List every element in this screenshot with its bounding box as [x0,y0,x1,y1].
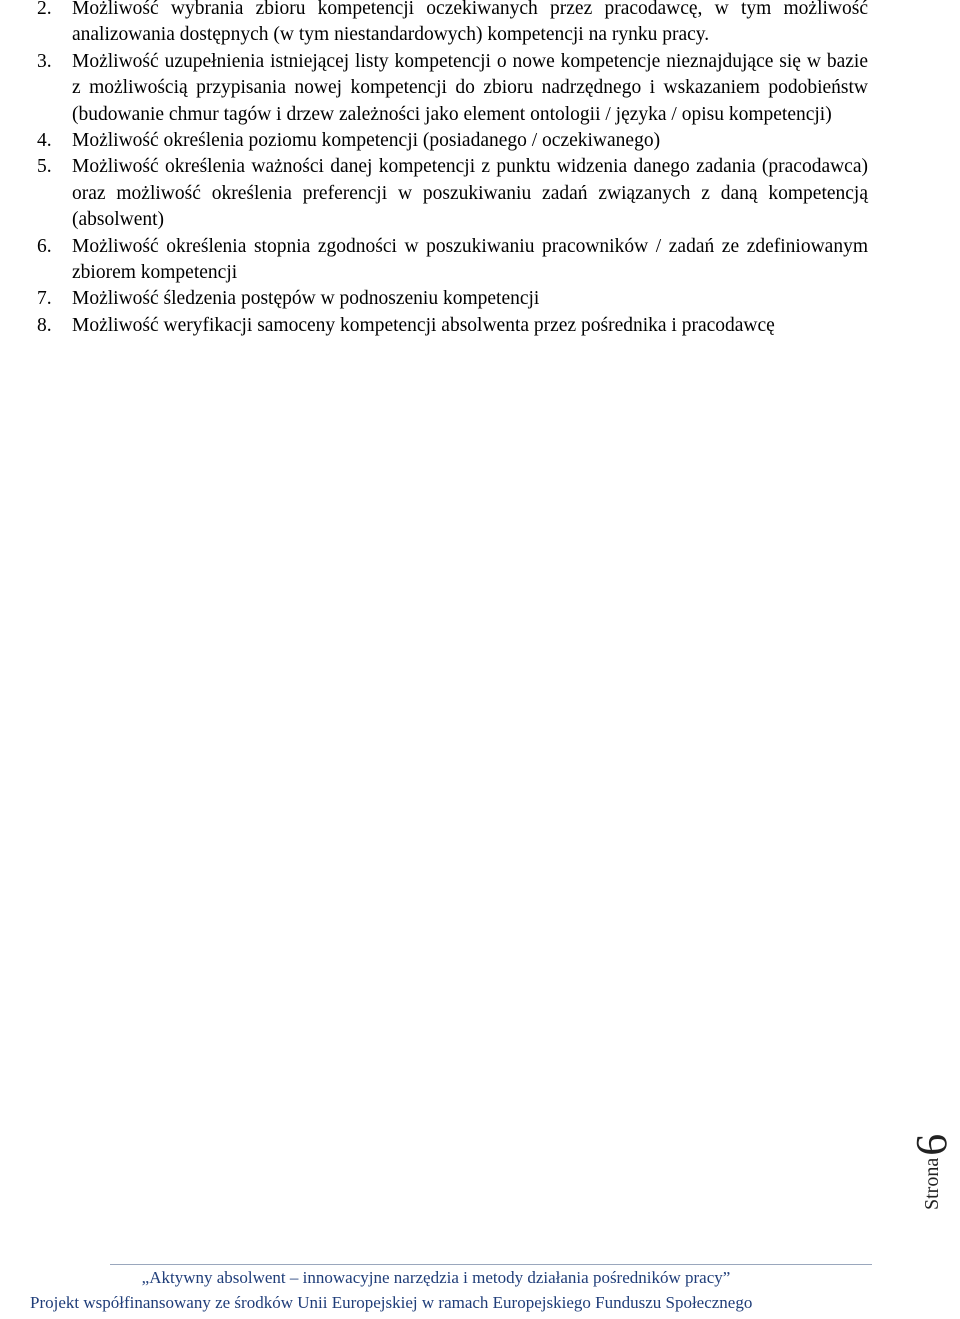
list-item [37,0,868,49]
page-word: Strona [921,1157,943,1210]
list-item-text: Możliwość określenia poziomu kompetencji (posiadanego / oczekiwanego) [72,130,661,152]
list-item [37,313,868,339]
footer-project-title [0,1268,872,1288]
list-item [37,286,868,312]
page-number-label [906,1120,958,1210]
list-item-text: Możliwość wybrania zbioru kompetencji oczekiwanych przez pracodawcę, w tym możliwość analizowania dostępnych (w tym niestandardowych) kompetencji na rynku pracy. [72,0,868,46]
list-item [37,128,868,154]
list-item-text: Możliwość uzupełnienia istniejącej listy kompetencji o nowe kompetencje nieznajdujące się w bazie z możliwością przypisania nowej kompetencji do zbioru nadrzędnego i wskazaniem podobieństw (budowanie chmur tagów i drzew zależności jako element ontologii / języka / opisu kompetencji) [72,50,868,125]
list-item-text: Możliwość śledzenia postępów w podnoszeniu kompetencji [72,288,540,310]
page-number-rotated [906,1120,958,1210]
footer-funding-note: Projekt współfinansowany ze środków Unii Europejskiej w ramach Europejskiego Funduszu Społecznego [30,1293,753,1312]
list-item-number: 3. [37,50,52,72]
competency-feature-list [37,0,868,339]
page-number: 6 [907,1133,956,1156]
list-item-number: 8. [37,314,52,336]
list-item [37,49,868,128]
list-item [37,234,868,287]
footer-project-title-text: „Aktywny absolwent – innowacyjne narzędzia i metody działania pośredników pracy” [141,1268,731,1287]
list-item-text: Możliwość określenia stopnia zgodności w poszukiwaniu pracowników / zadań ze zdefiniowanym zbiorem kompetencji [72,235,868,284]
list-item-number: 4. [37,130,52,152]
list-item-number: 5. [37,156,52,178]
list-item-text: Możliwość określenia ważności danej kompetencji z punktu widzenia danego zadania (pracodawca) oraz możliwość określenia preferencji w poszukiwaniu zadań związanych z daną kompetencją (absolwent) [72,156,868,231]
list-item-number: 6. [37,235,52,257]
list-item [37,154,868,233]
list-item-number: 2. [37,0,52,19]
list-item-text: Możliwość weryfikacji samoceny kompetencji absolwenta przez pośrednika i pracodawcę [72,314,775,336]
list-item-number: 7. [37,288,52,310]
footer-divider [110,1264,872,1265]
